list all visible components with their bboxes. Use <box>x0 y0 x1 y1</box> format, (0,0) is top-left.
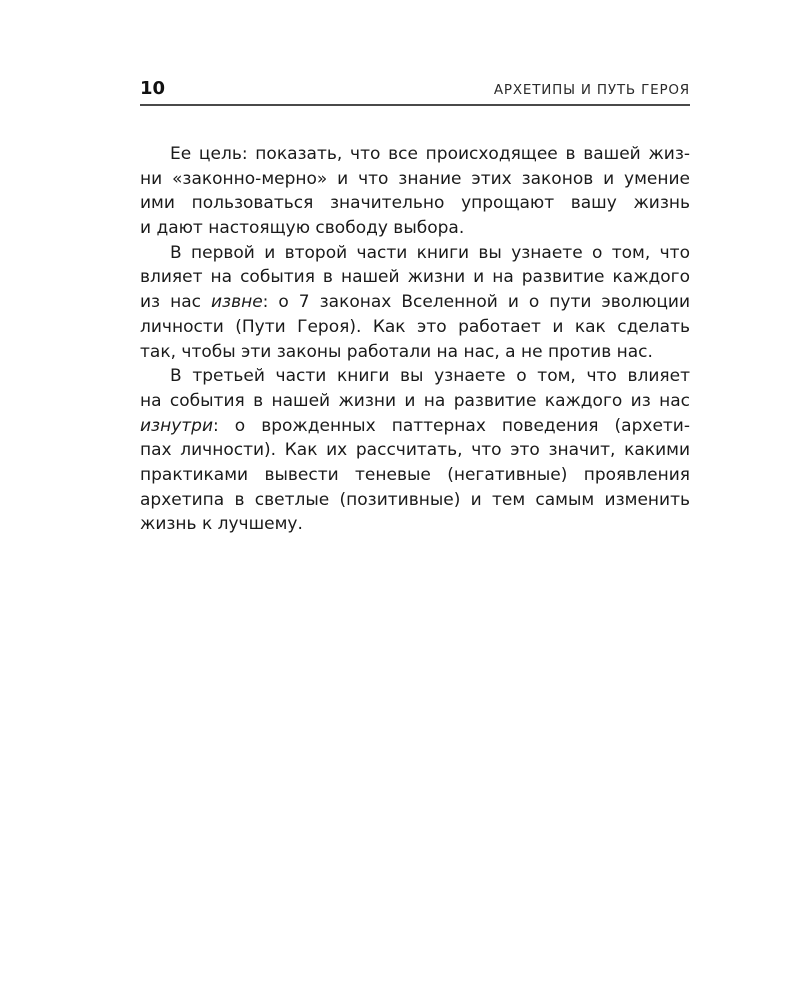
text-line: и дают настоящую свободу выбора. <box>140 218 465 239</box>
text-line: из нас извне: о 7 законах Вселенной и о пути эволюции <box>140 292 690 313</box>
text-line: архетипа в светлые (позитивные) и тем самым изменить <box>140 489 690 510</box>
page-number: 10 <box>140 78 166 99</box>
italic-term: изнутри <box>140 415 214 436</box>
running-head <box>140 76 690 106</box>
italic-term: извне <box>210 292 263 313</box>
paragraph <box>140 142 690 241</box>
body-text <box>140 142 690 537</box>
book-title: АРХЕТИПЫ И ПУТЬ ГЕРОЯ <box>493 82 690 98</box>
text-line: В третьей части книги вы узнаете о том, что влияет <box>170 366 690 387</box>
text-line: Ее цель: показать, что все происходящее в вашей жиз- <box>170 144 690 164</box>
text-line: ими пользоваться значительно упрощают вашу жизнь <box>140 193 690 214</box>
paragraph <box>140 241 690 364</box>
text-line: изнутри: о врожденных паттернах поведения (архети- <box>140 415 690 436</box>
text-line: так, чтобы эти законы работали на нас, а не против нас. <box>140 341 653 362</box>
text-line: В первой и второй части книги вы узнаете о том, что <box>170 242 690 263</box>
text-line: влияет на события в нашей жизни и на развитие каждого <box>140 267 690 288</box>
text-line: личности (Пути Героя). Как это работает и как сделать <box>140 316 690 337</box>
text-line: практиками вывести теневые (негативные) проявления <box>140 464 690 485</box>
text-line: жизнь к лучшему. <box>140 514 303 535</box>
text-line: ни «законно-мерно» и что знание этих законов и умение <box>140 168 690 189</box>
text-line: пах личности). Как их рассчитать, что это значит, какими <box>140 440 690 461</box>
text-line: на события в нашей жизни и на развитие каждого из нас <box>140 390 690 411</box>
paragraph <box>140 364 690 537</box>
